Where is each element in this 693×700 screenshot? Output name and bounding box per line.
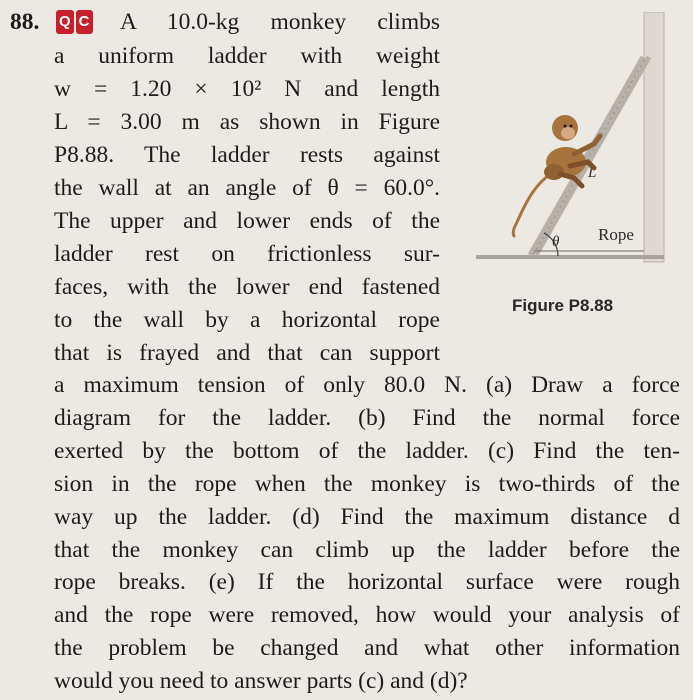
figure-caption: Figure P8.88 xyxy=(512,296,614,315)
problem-line-11: that is frayed and that can support xyxy=(54,340,440,366)
badge-letter-c: C xyxy=(76,10,93,34)
problem-line-14: exerted by the bottom of the ladder. (c) Find the ten- xyxy=(54,438,680,464)
problem-line-6: the wall at an angle of θ = 60.0°. xyxy=(54,175,440,201)
problem-line-12: a maximum tension of only 80.0 N. (a) Draw a force xyxy=(54,372,680,398)
problem-line-8: ladder rest on frictionless sur- xyxy=(54,241,440,267)
problem-line-13: diagram for the ladder. (b) Find the normal force xyxy=(54,405,680,431)
wall xyxy=(644,12,664,262)
problem-number: 88. xyxy=(10,9,40,35)
problem-line-16: way up the ladder. (d) Find the maximum distance d xyxy=(54,504,680,530)
length-label: L xyxy=(588,165,597,181)
problem-line-4: L = 3.00 m as shown in Figure xyxy=(54,109,440,135)
problem-line-7: The upper and lower ends of the xyxy=(54,208,440,234)
problem-line-19: and the rope were removed, how would your analysis of xyxy=(54,602,680,628)
problem-line-15: sion in the rope when the monkey is two-thirds of the xyxy=(54,471,680,497)
problem-line-3: w = 1.20 × 10² N and length xyxy=(54,76,440,102)
problem-line-1: A 10.0-kg monkey climbs xyxy=(120,9,440,35)
angle-label: θ xyxy=(552,234,560,250)
rope-label: Rope xyxy=(598,225,634,244)
badge-letter-q: Q xyxy=(56,10,74,34)
problem-line-9: faces, with the lower end fastened xyxy=(54,274,440,300)
figure-p8-88 xyxy=(470,12,680,267)
problem-line-2: a uniform ladder with weight xyxy=(54,43,440,69)
problem-line-20: the problem be changed and what other information xyxy=(54,635,680,661)
problem-line-5: P8.88. The ladder rests against xyxy=(54,142,440,168)
problem-line-21: would you need to answer parts (c) and (d)? xyxy=(54,668,468,694)
problem-line-18: rope breaks. (e) If the horizontal surface were rough xyxy=(54,569,680,595)
problem-line-17: that the monkey can climb up the ladder before the xyxy=(54,537,680,563)
quick-quiz-badge xyxy=(56,10,93,34)
problem-line-10: to the wall by a horizontal rope xyxy=(54,307,440,333)
